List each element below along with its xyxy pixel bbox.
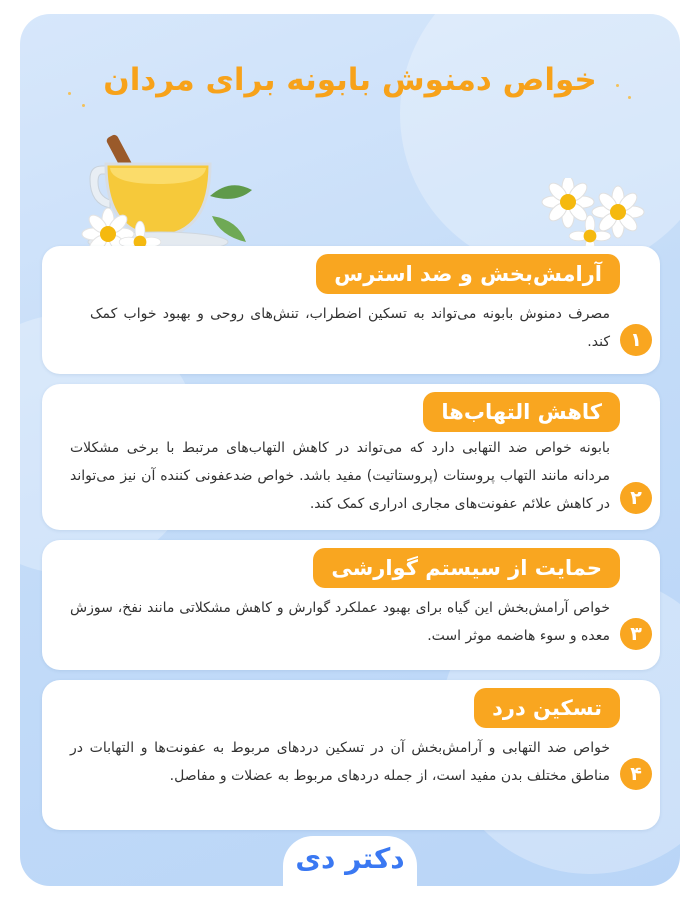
brand-logo: دکتر دی	[295, 842, 405, 875]
section-card-4	[42, 680, 660, 830]
section-heading: کاهش التهاب‌ها	[423, 392, 620, 432]
section-card-2	[42, 384, 660, 530]
section-heading: تسکین درد	[474, 688, 620, 728]
section-card-3	[42, 540, 660, 670]
section-number-badge: ۱	[620, 324, 652, 356]
section-number-badge: ۲	[620, 482, 652, 514]
page-title: خواص دمنوش بابونه برای مردان	[103, 62, 597, 98]
section-text: خواص آرامش‌بخش این گیاه برای بهبود عملکرد گوارش و کاهش مشکلاتی مانند نفخ، سوزش معده و سوء هاضمه موثر است.	[70, 600, 610, 644]
section-number-badge: ۴	[620, 758, 652, 790]
section-text: بابونه خواص ضد التهابی دارد که می‌تواند در کاهش التهاب‌های مرتبط با برخی مشکلات مردانه مانند التهاب پروستات (پروستاتیت) مفید باشد. خواص ضدعفونی کننده آن نیز می‌تواند در کاهش علائم عفونت‌های مجاری ادراری کمک کند.	[70, 440, 610, 512]
section-number-badge: ۳	[620, 618, 652, 650]
section-text: خواص ضد التهابی و آرامش‌بخش آن در تسکین دردهای مربوط به عفونت‌ها و التهابات در مناطق مختلف بدن مفید است، از جمله دردهای مربوط به عضلات و مفاصل.	[70, 740, 610, 784]
section-text: مصرف دمنوش بابونه می‌تواند به تسکین اضطراب، تنش‌های روحی و بهبود خواب کمک کند.	[90, 306, 610, 350]
section-heading: آرامش‌بخش و ضد استرس	[316, 254, 620, 294]
section-heading: حمایت از سیستم گوارشی	[313, 548, 620, 588]
section-card-1	[42, 246, 660, 374]
